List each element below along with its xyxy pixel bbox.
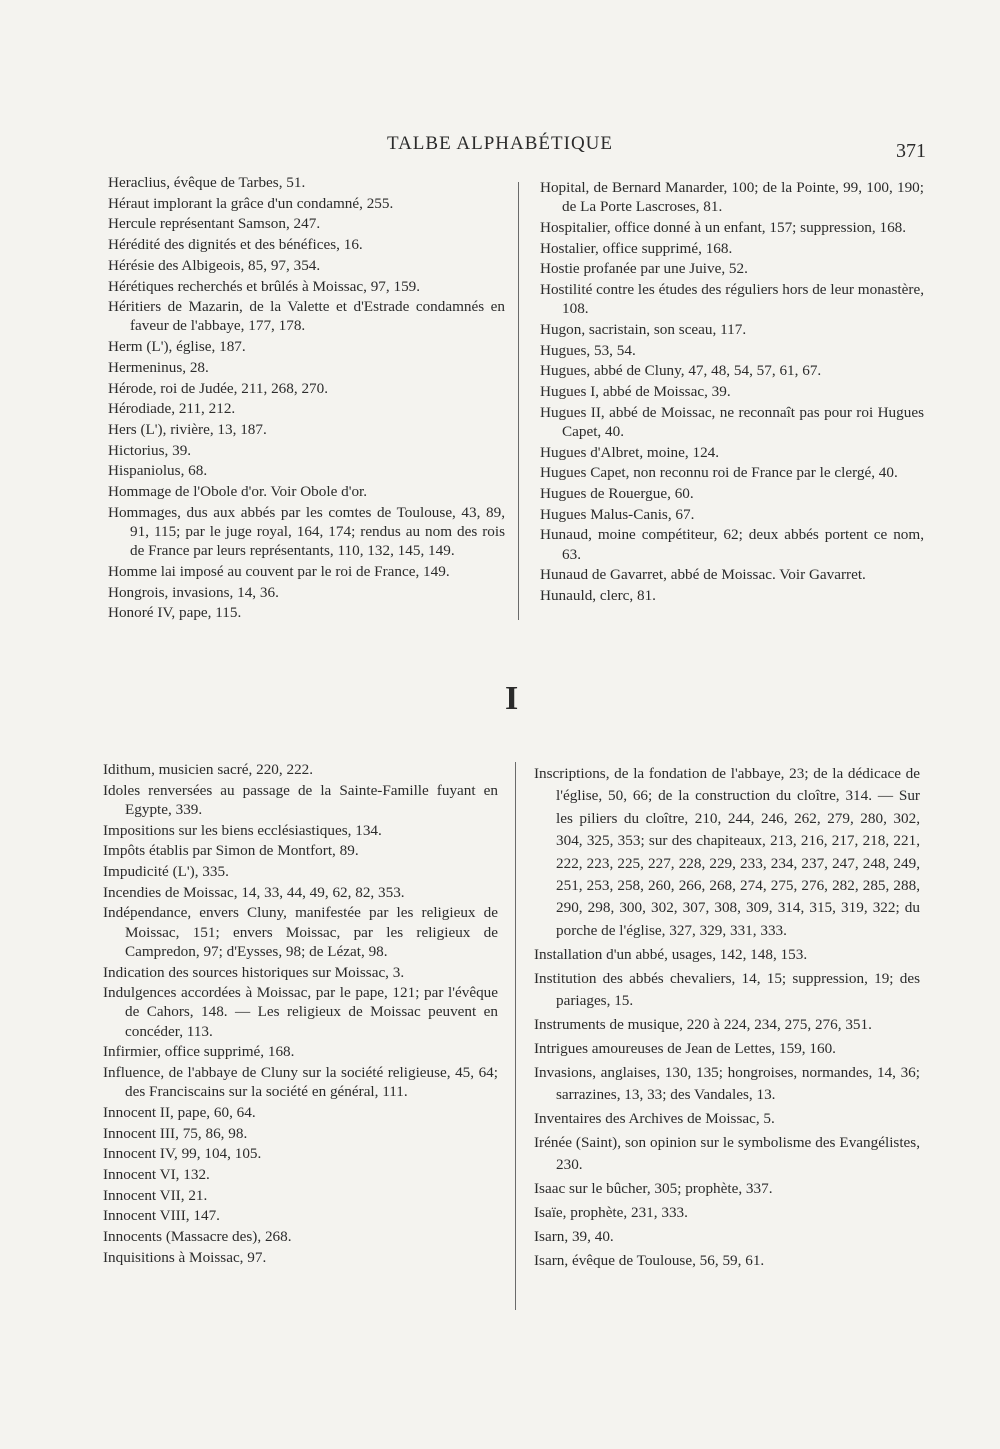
index-entry: Hugon, sacristain, son sceau, 117.: [540, 320, 747, 338]
index-entry: Impôts établis par Simon de Montfort, 89.: [103, 842, 359, 860]
index-entry: Influence, de l'abbaye de Cluny sur la société religieuse, 45, 64; des Franciscains sur la société en général, 111.: [103, 1064, 498, 1101]
index-entry: Innocent VI, 132.: [103, 1166, 210, 1184]
index-entry: Hérésie des Albigeois, 85, 97, 354.: [108, 256, 321, 274]
index-entry: Hérédité des dignités et des bénéfices, 16.: [108, 236, 363, 254]
index-entry: Hugues d'Albret, moine, 124.: [540, 443, 720, 461]
index-entry: Héritiers de Mazarin, de la Valette et d'Estrade condamnés en faveur de l'abbaye, 177, 178.: [108, 298, 505, 335]
section-letter: I: [505, 680, 519, 717]
index-entry: Impudicité (L'), 335.: [103, 863, 229, 881]
index-entry: Hermeninus, 28.: [108, 358, 209, 376]
index-entry: Hérétiques recherchés et brûlés à Moissac, 97, 159.: [108, 277, 421, 295]
index-entry: Hérode, roi de Judée, 211, 268, 270.: [108, 379, 329, 397]
index-entry: Hugues II, abbé de Moissac, ne reconnaît pas pour roi Hugues Capet, 40.: [540, 403, 924, 440]
index-entry: Innocent II, pape, 60, 64.: [103, 1103, 256, 1121]
index-entry: Hunaud de Gavarret, abbé de Moissac. Voir Gavarret.: [540, 566, 866, 584]
index-entry: Hugues Malus-Canis, 67.: [540, 505, 695, 523]
index-entry: Hercule représentant Samson, 247.: [108, 215, 321, 233]
index-entry: Herm (L'), église, 187.: [108, 338, 246, 356]
index-entry: Hers (L'), rivière, 13, 187.: [108, 420, 267, 438]
index-entry: Hostalier, office supprimé, 168.: [540, 239, 733, 257]
index-entry: Inquisitions à Moissac, 97.: [103, 1248, 267, 1266]
index-entry: Hommages, dus aux abbés par les comtes de Toulouse, 43, 89, 91, 115; par le juge royal, 164, 174; rendus au nom des rois de France par leurs représentants, 110, 132, 145, 149.: [108, 503, 505, 560]
index-entry: Hispaniolus, 68.: [108, 462, 208, 480]
index-entry: Idithum, musicien sacré, 220, 222.: [103, 761, 314, 778]
index-entry: Hunauld, clerc, 81.: [540, 587, 656, 605]
index-entry: Intrigues amoureuses de Jean de Lettes, 159, 160.: [534, 1039, 836, 1057]
column-rule-h: [518, 182, 519, 620]
index-entry: Isarn, évêque de Toulouse, 56, 59, 61.: [534, 1252, 765, 1270]
index-entry: Innocent III, 75, 86, 98.: [103, 1124, 248, 1142]
index-entry: Hugues Capet, non reconnu roi de France par le clergé, 40.: [540, 464, 898, 482]
index-entry: Hugues, 53, 54.: [540, 341, 636, 359]
index-column-i-right: [534, 763, 920, 1274]
index-entry: Hopital, de Bernard Manarder, 100; de la Pointe, 99, 100, 190; de La Porte Lascroses, 81.: [540, 179, 924, 216]
index-entry: Impositions sur les biens ecclésiastiques, 134.: [103, 821, 382, 839]
index-column-h-right: [540, 178, 924, 607]
index-entry: Inventaires des Archives de Moissac, 5.: [534, 1110, 775, 1128]
index-entry: Héraut implorant la grâce d'un condamné, 255.: [108, 194, 394, 212]
index-entry: Isarn, 39, 40.: [534, 1228, 614, 1246]
index-entry: Hostie profanée par une Juive, 52.: [540, 260, 748, 278]
index-entry: Innocent IV, 99, 104, 105.: [103, 1145, 262, 1163]
index-entry: Innocents (Massacre des), 268.: [103, 1228, 292, 1246]
index-entry: Hommage de l'Obole d'or. Voir Obole d'or.: [108, 483, 368, 501]
index-entry: Indication des sources historiques sur Moissac, 3.: [103, 963, 405, 981]
index-entry: Homme lai imposé au couvent par le roi de France, 149.: [108, 562, 450, 580]
index-entry: Heraclius, évêque de Tarbes, 51.: [108, 174, 306, 191]
index-entry: Invasions, anglaises, 130, 135; hongroises, normandes, 14, 36; sarrazines, 13, 33; des Vandales, 13.: [534, 1063, 920, 1104]
index-entry: Irénée (Saint), son opinion sur le symbolisme des Evangélistes, 230.: [534, 1134, 920, 1174]
index-entry: Incendies de Moissac, 14, 33, 44, 49, 62, 82, 353.: [103, 883, 405, 901]
index-entry: Innocent VII, 21.: [103, 1186, 208, 1204]
index-entry: Instruments de musique, 220 à 224, 234, 275, 276, 351.: [534, 1015, 872, 1033]
index-entry: Hospitalier, office donné à un enfant, 157; suppression, 168.: [540, 218, 907, 236]
index-entry: Innocent VIII, 147.: [103, 1207, 220, 1225]
index-column-h-left: [108, 173, 505, 624]
index-entry: Infirmier, office supprimé, 168.: [103, 1043, 295, 1061]
page-number: 371: [896, 140, 926, 162]
index-entry: Hongrois, invasions, 14, 36.: [108, 583, 279, 601]
index-entry: Isaïe, prophète, 231, 333.: [534, 1204, 688, 1222]
index-entry: Hictorius, 39.: [108, 441, 192, 459]
column-rule-i: [515, 762, 516, 1310]
index-entry: Installation d'un abbé, usages, 142, 148, 153.: [534, 945, 808, 963]
index-entry: Hérodiade, 211, 212.: [108, 400, 236, 418]
index-entry: Institution des abbés chevaliers, 14, 15; suppression, 19; des pariages, 15.: [534, 969, 920, 1010]
index-entry: Indépendance, envers Cluny, manifestée par les religieux de Moissac, 151; envers Moissac, par les religieux de Campredon, 97; d'Eysses, 98; de Lézat, 98.: [103, 904, 498, 960]
index-entry: Honoré IV, pape, 115.: [108, 604, 242, 622]
index-entry: Hugues de Rouergue, 60.: [540, 485, 694, 503]
running-title: TALBE ALPHABÉTIQUE: [387, 133, 613, 154]
index-column-i-left: [103, 760, 498, 1269]
index-entry: Inscriptions, de la fondation de l'abbaye, 23; de la dédicace de l'église, 50, 66; de la construction du cloître, 314. — Sur les piliers du cloître, 210, 244, 246, 262, 279, 280, 302, 304, 325, 353; sur des chapiteaux, 213, 216, 217, 218, 221, 222, 223, 225, 227, 228, 229, 233, 234, 237, 247, 248, 249, 251, 253, 258, 260, 266, 268, 274, 275, 276, 282, 285, 288, 290, 298, 300, 302, 307, 308, 309, 314, 315, 319, 322; du porche de l'église, 327, 329, 331, 333.: [534, 765, 920, 939]
index-entry: Hunaud, moine compétiteur, 62; deux abbés portent ce nom, 63.: [540, 526, 924, 563]
index-entry: Hugues, abbé de Cluny, 47, 48, 54, 57, 61, 67.: [540, 362, 822, 380]
index-entry: Hostilité contre les études des réguliers hors de leur monastère, 108.: [540, 281, 924, 318]
index-entry: Isaac sur le bûcher, 305; prophète, 337.: [534, 1180, 773, 1198]
index-entry: Idoles renversées au passage de la Sainte-Famille fuyant en Egypte, 339.: [103, 781, 498, 818]
index-entry: Hugues I, abbé de Moissac, 39.: [540, 383, 731, 401]
index-entry: Indulgences accordées à Moissac, par le pape, 121; par l'évêque de Cahors, 148. — Les religieux de Moissac peuvent en concéder, 113.: [103, 984, 498, 1040]
